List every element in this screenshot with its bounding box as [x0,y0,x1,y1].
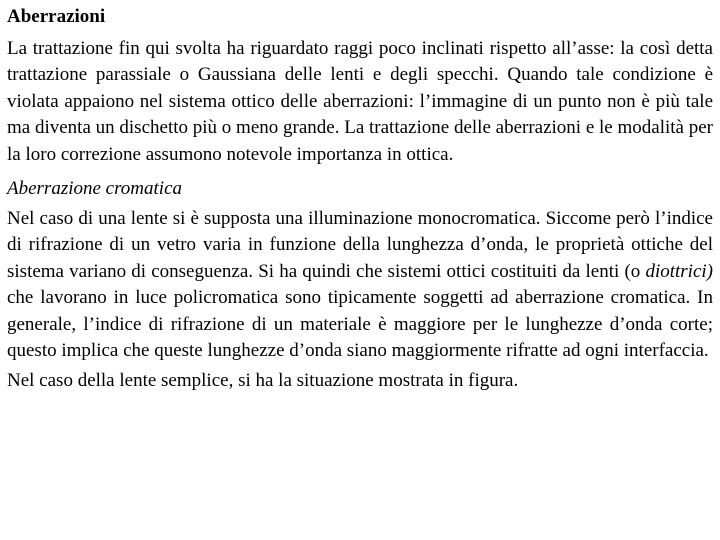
paragraph-text-part2: che lavorano in luce policromatica sono tipicamente soggetti ad aberrazione cromatica. In generale, l’indice di rifrazione di un materiale è maggiore per le lunghezze d’onda corte; questo implica che queste lunghezze d’onda siano maggiormente rifratte ad ogni interfaccia. [7,287,713,362]
section-title: Aberrazioni [7,6,106,27]
intro-paragraph: La trattazione fin qui svolta ha riguardato raggi poco inclinati rispetto all’asse: la così detta trattazione parassiale o Gaussiana delle lenti e degli specchi. Quando tale condizione è violata appaiono nel sistema ottico delle aberrazioni: l’immagine di un punto non è più tale ma diventa un dischetto più o meno grande. La trattazione delle aberrazioni e le modalità per la loro correzione assumono notevole importanza in ottica. [7,38,713,165]
document-page [7,2,713,395]
subsection-title: Aberrazione cromatica [7,178,183,200]
paragraph-text-part1: Nel caso di una lente si è supposta una illuminazione monocromatica. Siccome però l’indice di rifrazione di un vetro varia in funzione della lunghezza d’onda, le proprietà ottiche del sistema variano di conseguenza. Si ha quindi che sistemi ottici costituiti da lenti (o [7,208,713,282]
chromatic-aberration-paragraph [7,206,713,364]
figure-reference-paragraph: Nel caso della lente semplice, si ha la situazione mostrata in figura. [7,370,519,392]
italic-term: diottrici) [645,260,713,282]
